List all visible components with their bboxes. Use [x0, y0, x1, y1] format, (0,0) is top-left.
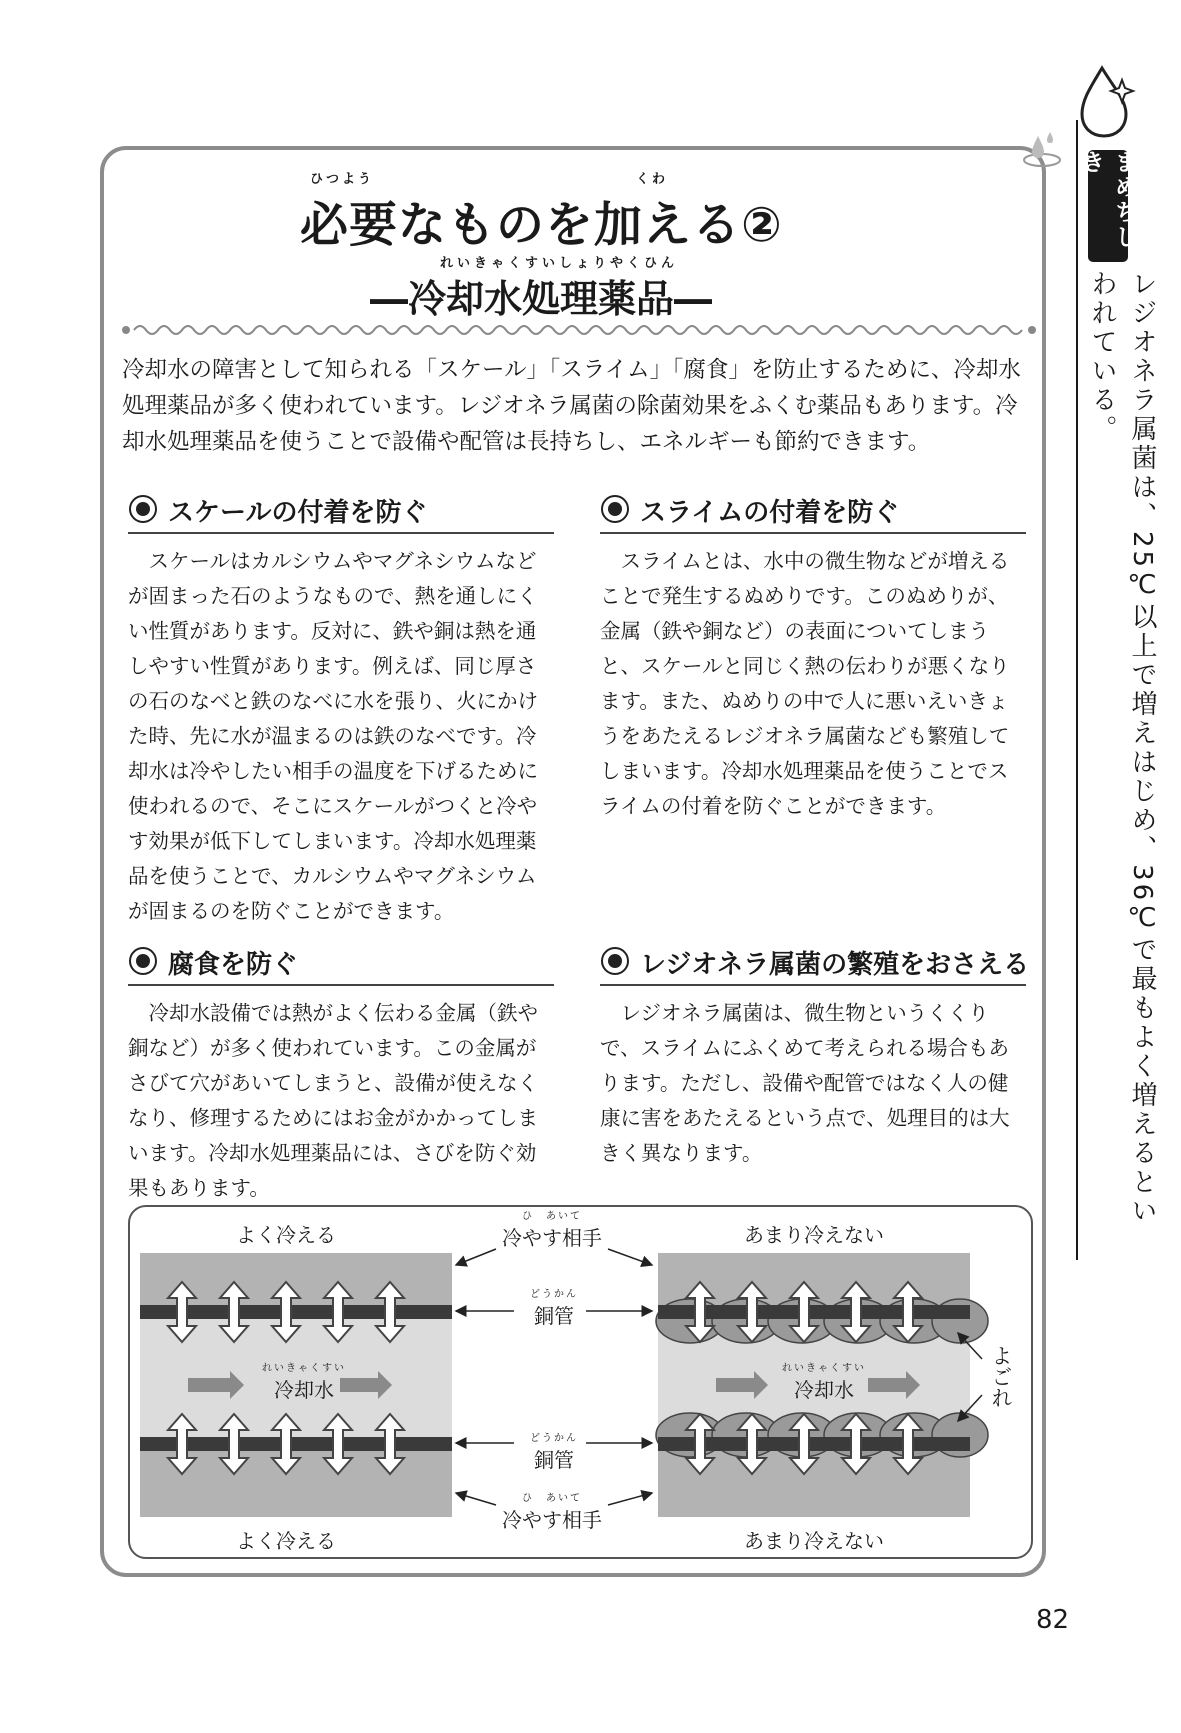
section-corrosion [128, 938, 554, 1206]
sidebar-tag: まめちしき [1088, 150, 1128, 262]
label-cools-well-bottom: よく冷える [236, 1529, 336, 1553]
label-cools-poorly-top: あまり冷えない [744, 1223, 884, 1247]
sidebar-divider [1076, 120, 1078, 1260]
sidebar-text: レジオネラ属菌は、25℃以上で増えはじめ、36℃で最もよく増えるといわれている。 [1087, 270, 1157, 1227]
label-cools-well-top: よく冷える [236, 1223, 336, 1247]
section-legionella [600, 938, 1030, 1171]
label-pipe-bottom: どうかん 銅管 [530, 1433, 578, 1472]
section-body: 冷却水設備では熱がよく伝わる金属（鉄や銅など）が多く使われています。この金属がさびて穴があいてしまうと、設備が使えなくなり、修理するためにはお金がかかってしまいます。冷却水処理薬品には、さびを防ぐ効果もあります。 [128, 1001, 538, 1200]
section-body: スライムとは、水中の微生物などが増えることで発生するぬめりです。このぬめりが、金属（鉄や銅など）の表面についてしまうと、スケールと同じく熱の伝わりが悪くなります。また、ぬめりの中で人に悪いえいきょうをあたえるレジオネラ属菌なども繁殖してしまいます。冷却水処理薬品を使うことでスライムの付着を防ぐことができます。 [600, 549, 1010, 818]
label-water-right: れいきゃくすい 冷却水 [782, 1363, 866, 1402]
subtitle-ruby: れいきゃくすいしょりやくひん [440, 256, 679, 271]
droplet-icon [1070, 62, 1140, 142]
section-slime [600, 486, 1026, 824]
label-target-bottom: ひ あいて 冷やす相手 [502, 1493, 602, 1532]
section-scale [128, 486, 554, 929]
section-heading: スケールの付着を防ぐ [128, 486, 554, 534]
page-number: 82 [1036, 1605, 1070, 1635]
page-title: 必要なものを加える② [300, 197, 783, 253]
bullet-icon [600, 494, 630, 524]
small-droplet-icon [1020, 130, 1064, 170]
bullet-icon [600, 946, 630, 976]
label-target-top: ひ あいて 冷やす相手 [502, 1211, 602, 1250]
bullet-icon [128, 494, 158, 524]
section-heading: レジオネラ属菌の繁殖をおさえる [600, 938, 1026, 986]
title-ruby-2: くわ [636, 172, 669, 187]
intro-paragraph: 冷却水の障害として知られる「スケール」「スライム」「腐食」を防止するために、冷却水処理薬品が多く使われています。レジオネラ属菌の除菌効果をふくむ薬品もあります。冷却水処理薬品を使うことで設備や配管は長持ちし、エネルギーも節約できます。 [122, 357, 1021, 455]
section-body: レジオネラ属菌は、微生物というくくりで、スライムにふくめて考えられる場合もあります。ただし、設備や配管ではなく人の健康に害をあたえるという点で、処理目的は大きく異なります。 [600, 1001, 1010, 1165]
label-water-left: れいきゃくすい 冷却水 [262, 1363, 346, 1402]
section-heading: 腐食を防ぐ [128, 938, 554, 986]
cooling-diagram [128, 1205, 1033, 1559]
title-ruby-1: ひつよう [310, 172, 375, 187]
bullet-icon [128, 946, 158, 976]
section-heading: スライムの付着を防ぐ [600, 486, 1026, 534]
label-pipe-top: どうかん 銅管 [530, 1289, 578, 1328]
wavy-divider [120, 320, 1044, 340]
label-dirt: よごれ [989, 1345, 1013, 1408]
section-body: スケールはカルシウムやマグネシウムなどが固まった石のようなもので、熱を通しにくい性質があります。反対に、鉄や銅は熱を通しやすい性質があります。例えば、同じ厚さの石のなべと鉄のなべに水を張り、火にかけた時、先に水が温まるのは鉄のなべです。冷却水は冷やしたい相手の温度を下げるために使われるので、そこにスケールがつくと冷やす効果が低下してしまいます。冷却水処理薬品を使うことで、カルシウムやマグネシウムが固まるのを防ぐことができます。 [128, 549, 538, 923]
label-cools-poorly-bottom: あまり冷えない [744, 1529, 884, 1553]
page-subtitle: ―冷却水処理薬品― [370, 277, 713, 321]
